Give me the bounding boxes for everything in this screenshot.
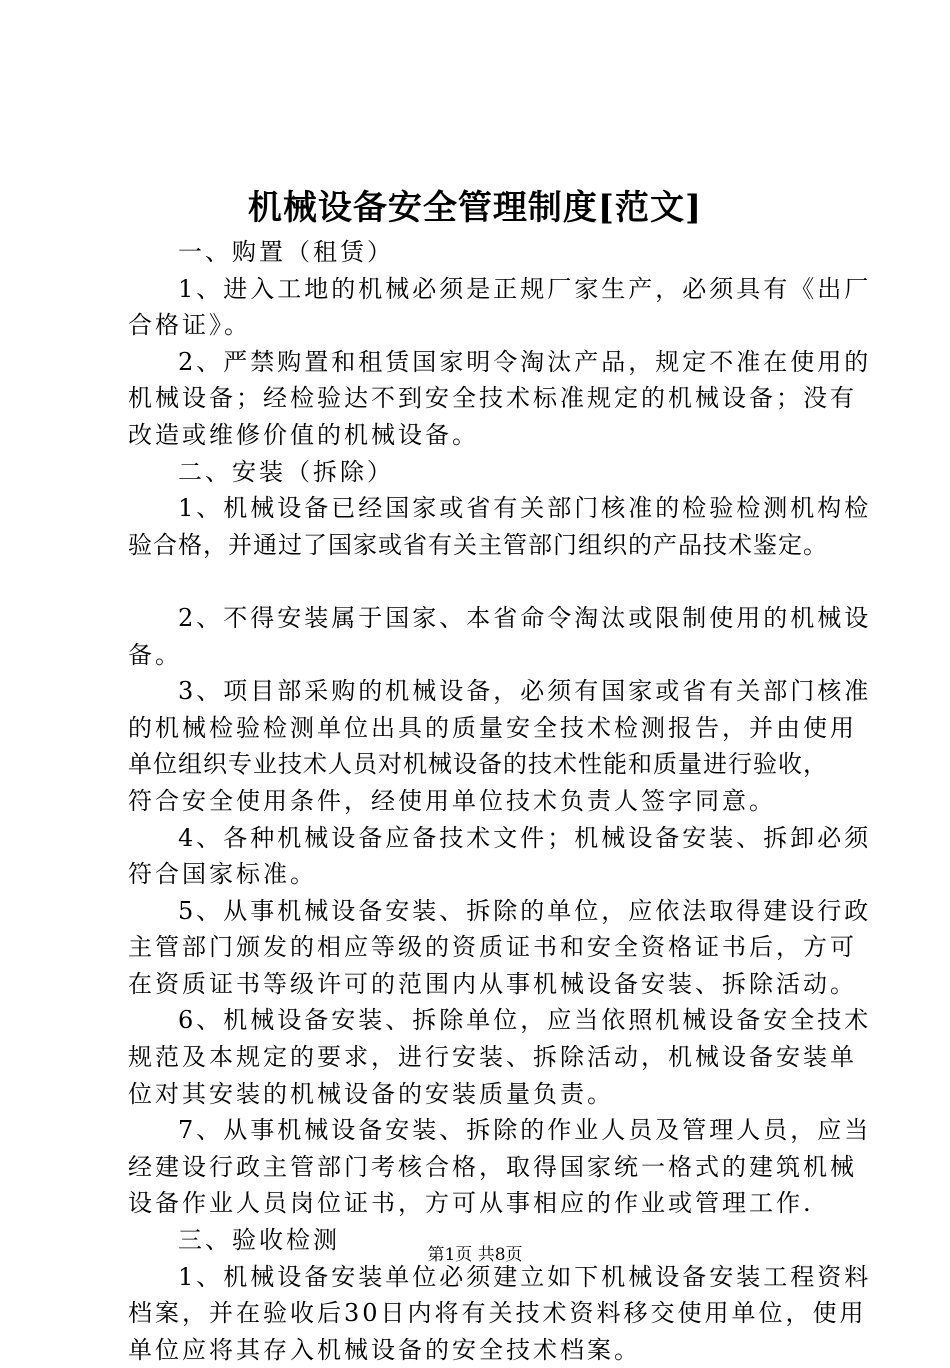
paragraph-line: 三、验收检测 [178, 1226, 340, 1255]
blank-line [128, 563, 848, 600]
document-title: 机械设备安全管理制度[范文] [247, 188, 703, 228]
paragraph-line: 1、进入工地的机械必须是正规厂家生产，必须具有《出厂 [178, 274, 872, 303]
paragraph-line: 经建设行政主管部门考核合格，取得国家统一格式的建筑机械 [128, 1152, 857, 1181]
paragraph-line: 的机械检验检测单位出具的质量安全技术检测报告，并由使用 [128, 713, 857, 742]
paragraph-line: 二、安装（拆除） [178, 457, 394, 486]
paragraph-line: 在资质证书等级许可的范围内从事机械设备安装、拆除活动。 [128, 969, 857, 998]
paragraph-line: 备。 [128, 640, 182, 669]
paragraph-line: 改造或维修价值的机械设备。 [128, 420, 479, 449]
paragraph-line: 2、严禁购置和租赁国家明令淘汰产品，规定不准在使用的 [178, 347, 872, 376]
paragraph-line: 1、机械设备已经国家或省有关部门核准的检验检测机构检 [178, 494, 872, 523]
paragraph-line: 单位应将其存入机械设备的安全技术档案。 [128, 1335, 641, 1364]
document-body [128, 234, 872, 1368]
paragraph-line: 一、购置（租赁） [178, 238, 394, 266]
paragraph-line: 验合格，并通过了国家或省有关主管部门组织的产品技术鉴定。 [128, 530, 828, 559]
paragraph-line: 5、从事机械设备安装、拆除的单位，应依法取得建设行政 [178, 896, 872, 925]
paragraph-line: 单位组织专业技术人员对机械设备的技术性能和质量进行验收， [128, 750, 828, 779]
page-number: 第1页 共8页 [427, 1245, 523, 1265]
paragraph-line: 合格证》。 [128, 311, 251, 340]
paragraph-line: 6、机械设备安装、拆除单位，应当依照机械设备安全技术 [178, 1006, 872, 1035]
paragraph-line: 档案，并在验收后30日内将有关技术资料移交使用单位，使用 [128, 1299, 867, 1328]
paragraph-line: 主管部门颁发的相应等级的资质证书和安全资格证书后，方可 [128, 933, 857, 962]
paragraph-line: 符合安全使用条件，经使用单位技术负责人签字同意。 [128, 786, 776, 815]
paragraph-line: 3、项目部采购的机械设备，必须有国家或省有关部门核准 [178, 677, 872, 706]
paragraph-line: 位对其安装的机械设备的安装质量负责。 [128, 1079, 614, 1108]
paragraph-line: 1、机械设备安装单位必须建立如下机械设备安装工程资料 [178, 1262, 872, 1291]
paragraph-line: 2、不得安装属于国家、本省命令淘汰或限制使用的机械设 [178, 603, 872, 632]
paragraph-line: 规范及本规定的要求，进行安装、拆除活动，机械设备安装单 [128, 1043, 857, 1072]
paragraph-line: 4、各种机械设备应备技术文件；机械设备安装、拆卸必须 [178, 823, 872, 852]
paragraph-line: 设备作业人员岗位证书，方可从事相应的作业或管理工作. [128, 1189, 814, 1218]
paragraph-line: 7、从事机械设备安装、拆除的作业人员及管理人员，应当 [178, 1116, 872, 1145]
paragraph-line: 机械设备；经检验达不到安全技术标准规定的机械设备；没有 [128, 384, 857, 413]
paragraph-line: 符合国家标准。 [128, 860, 317, 889]
